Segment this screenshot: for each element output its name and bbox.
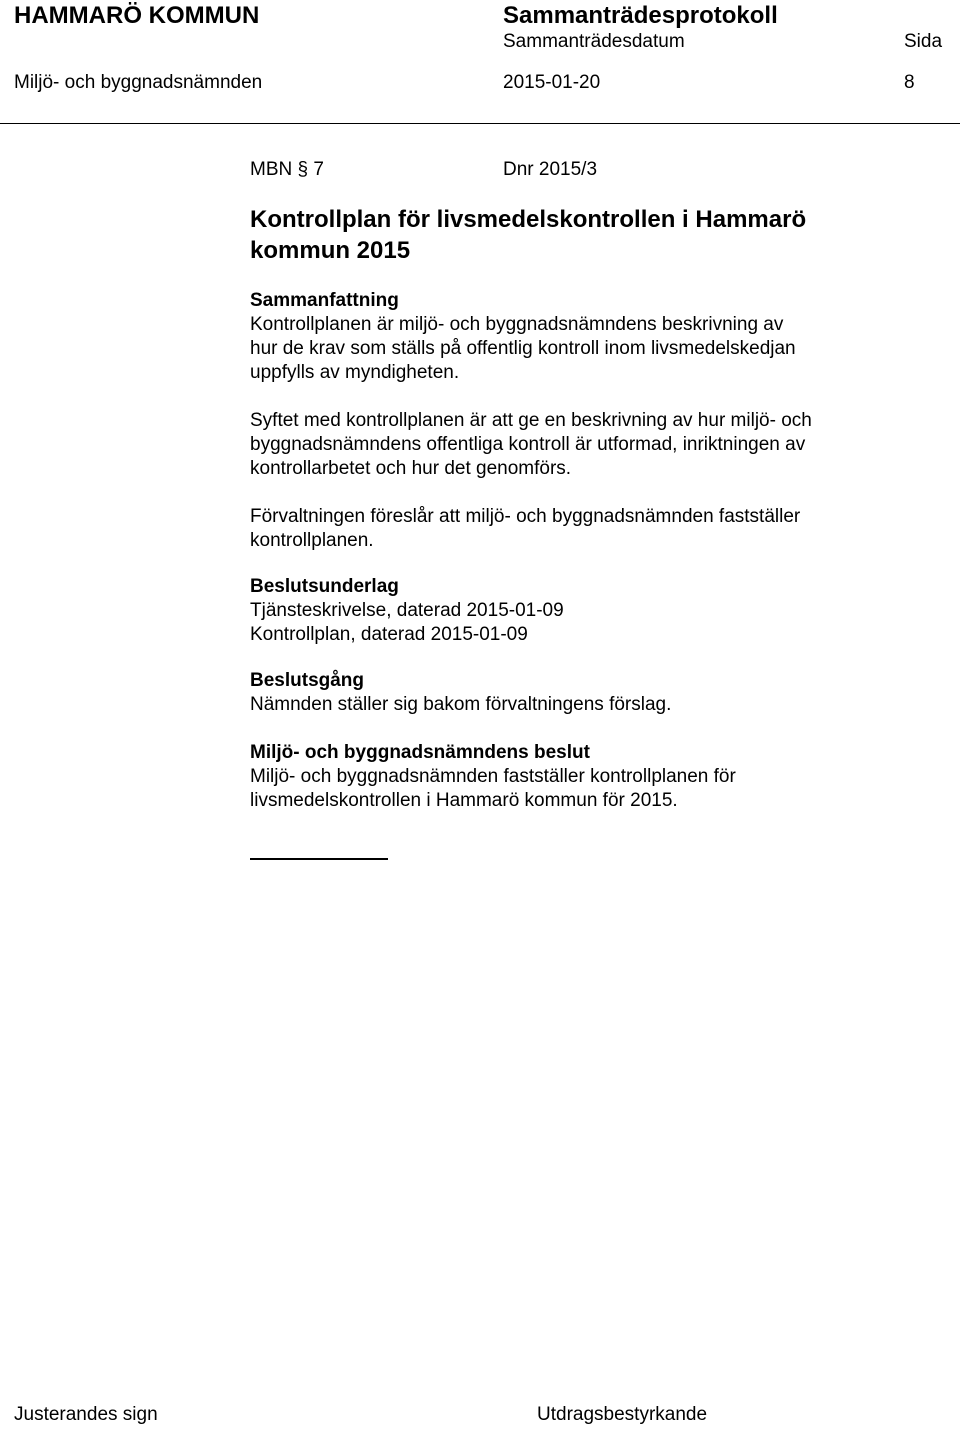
summary-p2-line2: byggnadsnämndens offentliga kontroll är utformad, inriktningen av bbox=[250, 434, 806, 455]
summary-p1-line2: hur de krav som ställs på offentlig kontroll inom livsmedelskedjan bbox=[250, 338, 796, 359]
footer-sign: Justerandes sign bbox=[14, 1404, 158, 1425]
case-dnr: Dnr 2015/3 bbox=[503, 159, 598, 180]
basis-heading: Beslutsunderlag bbox=[250, 576, 399, 597]
meeting-date: 2015-01-20 bbox=[503, 72, 601, 93]
page-label: Sida bbox=[904, 31, 943, 52]
decision-line2: livsmedelskontrollen i Hammarö kommun för 2015. bbox=[250, 790, 678, 811]
summary-p1-line3: uppfylls av myndigheten. bbox=[250, 362, 460, 383]
document-type: Sammanträdesprotokoll bbox=[503, 2, 778, 29]
procedure-text: Nämnden ställer sig bakom förvaltningens förslag. bbox=[250, 694, 672, 715]
decision-line1: Miljö- och byggnadsnämnden fastställer kontrollplanen för bbox=[250, 766, 736, 787]
summary-p2-line1: Syftet med kontrollplanen är att ge en beskrivning av hur miljö- och bbox=[250, 410, 812, 431]
summary-p1-line1: Kontrollplanen är miljö- och byggnadsnämndens beskrivning av bbox=[250, 314, 784, 335]
page-number: 8 bbox=[904, 72, 915, 93]
procedure-heading: Beslutsgång bbox=[250, 670, 365, 691]
committee-name: Miljö- och byggnadsnämnden bbox=[14, 72, 263, 93]
header-rule bbox=[0, 123, 960, 124]
summary-p3-line2: kontrollplanen. bbox=[250, 530, 374, 551]
case-reference: MBN § 7 bbox=[250, 159, 324, 180]
org-name: HAMMARÖ KOMMUN bbox=[14, 2, 260, 29]
meeting-date-label: Sammanträdesdatum bbox=[503, 31, 685, 52]
summary-p3-line1: Förvaltningen föreslår att miljö- och byggnadsnämnden fastställer bbox=[250, 506, 801, 527]
basis-item-2: Kontrollplan, daterad 2015-01-09 bbox=[250, 624, 528, 645]
footer-certified: Utdragsbestyrkande bbox=[537, 1404, 708, 1425]
basis-item-1: Tjänsteskrivelse, daterad 2015-01-09 bbox=[250, 600, 564, 621]
page-title-cont: kommun 2015 bbox=[250, 237, 411, 264]
decision-heading: Miljö- och byggnadsnämndens beslut bbox=[250, 742, 590, 763]
end-rule bbox=[250, 858, 388, 860]
page-title: Kontrollplan för livsmedelskontrollen i Hammarö bbox=[250, 206, 807, 233]
summary-p2-line3: kontrollarbetet och hur det genomförs. bbox=[250, 458, 572, 479]
summary-heading: Sammanfattning bbox=[250, 290, 399, 311]
